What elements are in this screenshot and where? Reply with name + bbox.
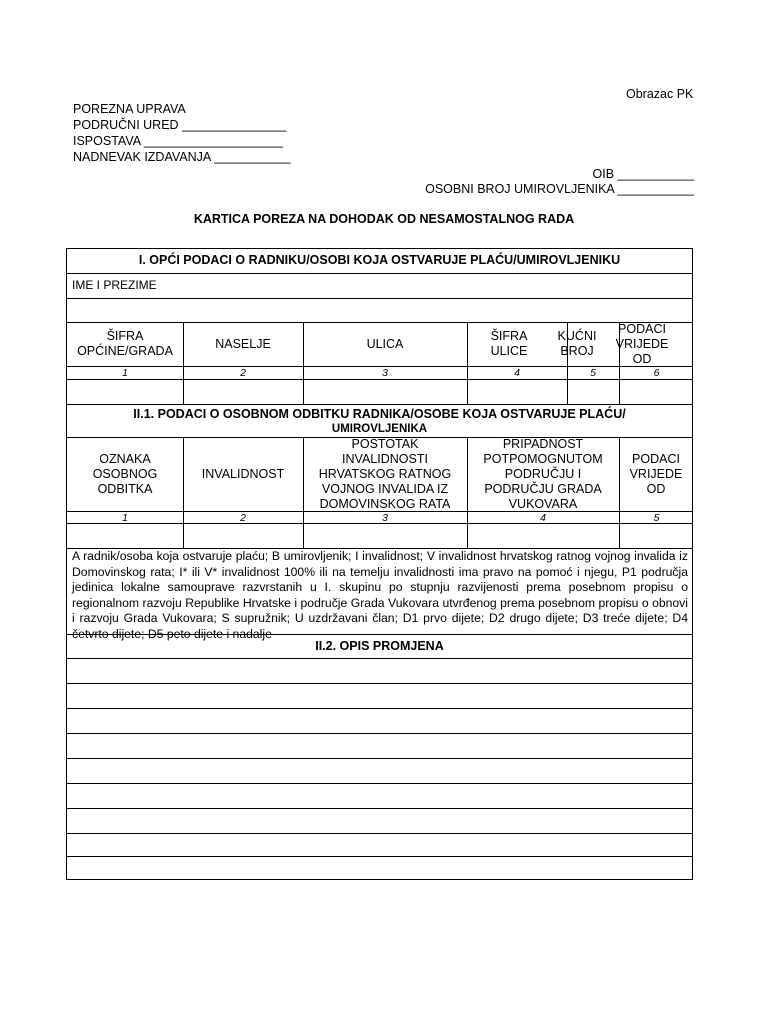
col-deduction-valid-from: PODACI VRIJEDE OD — [629, 452, 683, 496]
col-deduction-code: OZNAKA OSOBNOG ODBITKA — [92, 452, 158, 496]
section21-heading — [67, 407, 692, 437]
regional-office-field[interactable]: PODRUČNI URED _______________ — [73, 118, 287, 132]
deduction-col-number-5: 5 — [653, 512, 660, 524]
section1-heading: I. OPĆI PODACI O RADNIKU/OSOBI KOJA OSTVARUJE PLAĆU/UMIROVLJENIKU — [138, 253, 621, 267]
col-valid-from: PODACI VRIJEDE OD — [615, 321, 669, 366]
col-number-5: 5 — [590, 367, 596, 379]
col-number-4: 4 — [514, 367, 520, 379]
col-number-3: 3 — [382, 367, 388, 379]
form-table — [66, 248, 693, 880]
col-disability-percent: POSTOTAK INVALIDNOSTI HRVATSKOG RATNOG VOJNOG INVALIDA IZ DOMOVINSKOG RATA — [318, 437, 452, 511]
col-house-number: KUĆNI BROJ — [557, 329, 597, 358]
deduction-col-number-1: 1 — [122, 512, 128, 524]
full-name-label: IME I PREZIME — [72, 278, 157, 292]
form-code: Obrazac PK — [626, 87, 694, 101]
col-number-1: 1 — [122, 367, 128, 379]
issue-date-field[interactable]: NADNEVAK IZDAVANJA ___________ — [73, 150, 291, 164]
section21-heading-line1: II.1. PODACI O OSOBNOM ODBITKU RADNIKA/OSOBE KOJA OSTVARUJE PLAĆU/ — [133, 407, 626, 421]
deduction-codes-legend: A radnik/osoba koja ostvaruje plaću; B umirovljenik; I invalidnost; V invalidnost hrvatskog ratnog vojnog invalida iz Domovinskog rata; I* ili V* invalidnost 100% ili na temelju invalidnosti ima pravo na pomoć i njegu, P1 područja jedinica lokalne samouprave razvrstanih u I. skupinu po stupnju razvijenosti prema posebnom propisu o regionalnom razvoju Republike Hrvatske i područje Grada Vukovara utvrđenog prema posebnom propisu o obnovi i razvoju Grada Vukovara; S supružnik; U uzdržavani član; D1 prvo dijete; D2 drugo dijete; D3 treće dijete; D4 četvrto dijete; D5 peto dijete i nadalje — [72, 549, 688, 641]
col-number-2: 2 — [240, 367, 246, 379]
col-street-code: ŠIFRA ULICE — [490, 329, 528, 358]
pension-id-field[interactable]: OSOBNI BROJ UMIROVLJENIKA ___________ — [425, 182, 694, 196]
col-street: ULICA — [366, 336, 404, 351]
document-title: KARTICA POREZA NA DOHODAK OD NESAMOSTALNOG RADA — [193, 212, 575, 226]
col-disability: INVALIDNOST — [201, 467, 285, 481]
branch-office-field[interactable]: ISPOSTAVA ____________________ — [73, 134, 283, 148]
col-municipality-code: ŠIFRA OPĆINE/GRADA — [77, 329, 173, 358]
tax-authority-label: POREZNA UPRAVA — [73, 102, 186, 116]
section22-heading: II.2. OPIS PROMJENA — [315, 639, 444, 653]
deduction-col-number-4: 4 — [540, 512, 546, 524]
col-number-6: 6 — [653, 367, 660, 379]
col-settlement: NASELJE — [215, 336, 271, 351]
section21-heading-line2: UMIROVLJENIKA — [331, 423, 428, 435]
deduction-col-number-3: 3 — [382, 512, 388, 524]
deduction-col-number-2: 2 — [240, 512, 246, 524]
col-assisted-area: PRIPADNOST POTPOMOGNUTOM PODRUČJU I PODRUČJU GRADA VUKOVARA — [483, 437, 603, 511]
oib-field[interactable]: OIB ___________ — [592, 167, 694, 181]
